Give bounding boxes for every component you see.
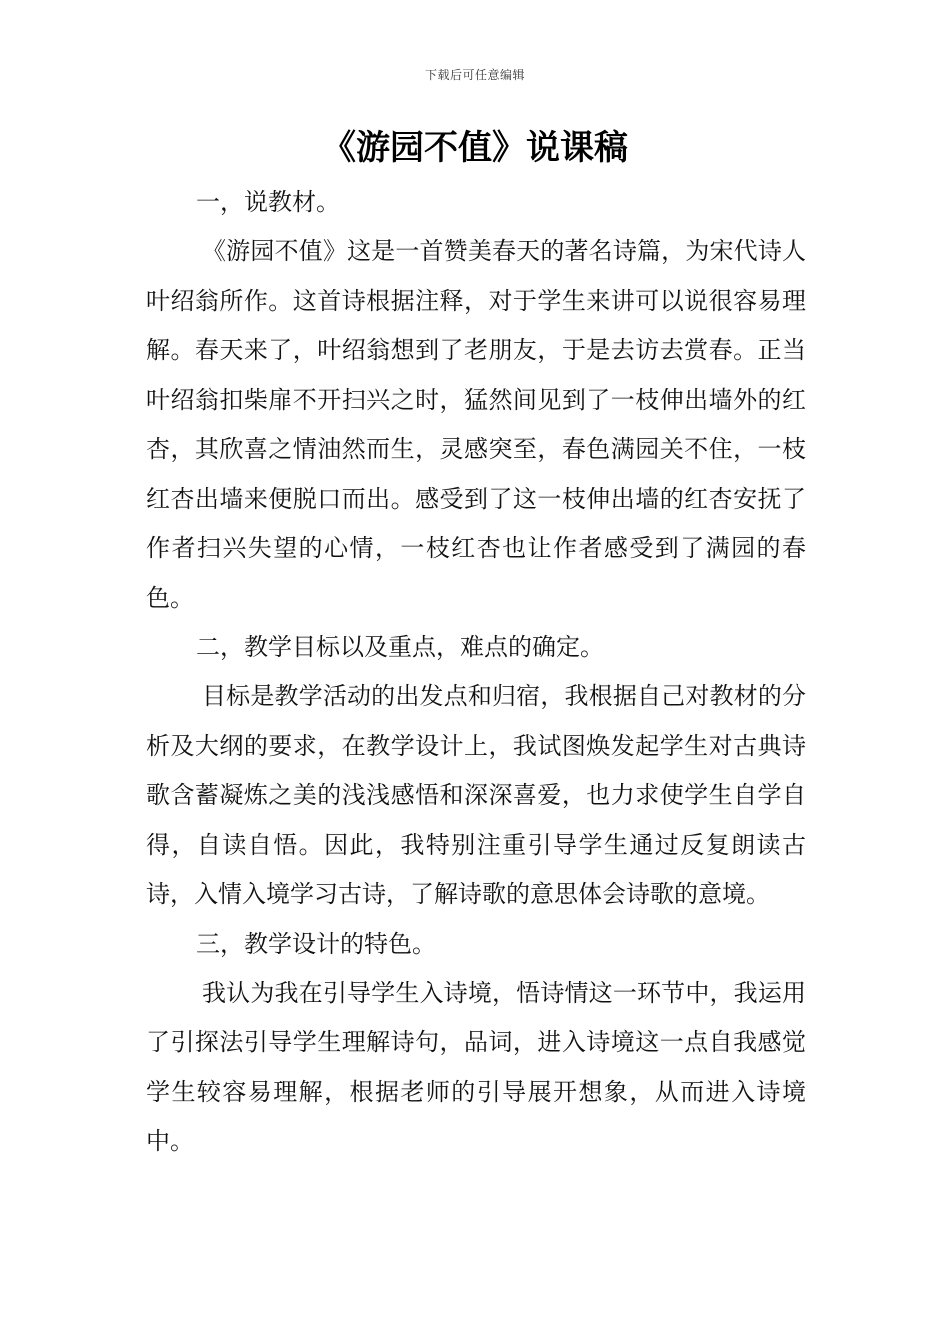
document-body [146,178,806,1167]
section-paragraph-1: 《游园不值》这是一首赞美春天的著名诗篇，为宋代诗人叶绍翁所作。这首诗根据注释，对于学生来讲可以说很容易理解。春天来了，叶绍翁想到了老朋友，于是去访去赏春。正当叶绍翁扣柴扉不开扫兴之时，猛然间见到了一枝伸出墙外的红杏，其欣喜之情油然而生，灵感突至，春色满园关不住，一枝红杏出墙来便脱口而出。感受到了这一枝伸出墙的红杏安抚了作者扫兴失望的心情，一枝红杏也让作者感受到了满园的春色。 [146,237,806,612]
section-heading-1: 一，说教材。 [196,188,340,216]
section-paragraph-3: 我认为我在引导学生入诗境，悟诗情这一环节中，我运用了引探法引导学生理解诗句，品词，进入诗境这一点自我感觉学生较容易理解，根据老师的引导展开想象，从而进入诗境中。 [146,978,806,1155]
document-title: 《游园不值》说课稿 [322,128,628,168]
header-note: 下载后可任意编辑 [424,68,525,82]
section-heading-3: 三，教学设计的特色。 [196,929,436,958]
section-paragraph-2: 目标是教学活动的出发点和归宿，我根据自己对教材的分析及大纲的要求，在教学设计上，我试图焕发起学生对古典诗歌含蓄凝炼之美的浅浅感悟和深深喜爱，也力求使学生自学自得，自读自悟。因此，我特别注重引导学生通过反复朗读古诗，入情入境学习古诗，了解诗歌的意思体会诗歌的意境。 [146,682,806,908]
section-heading-2: 二，教学目标以及重点，难点的确定。 [196,633,604,661]
